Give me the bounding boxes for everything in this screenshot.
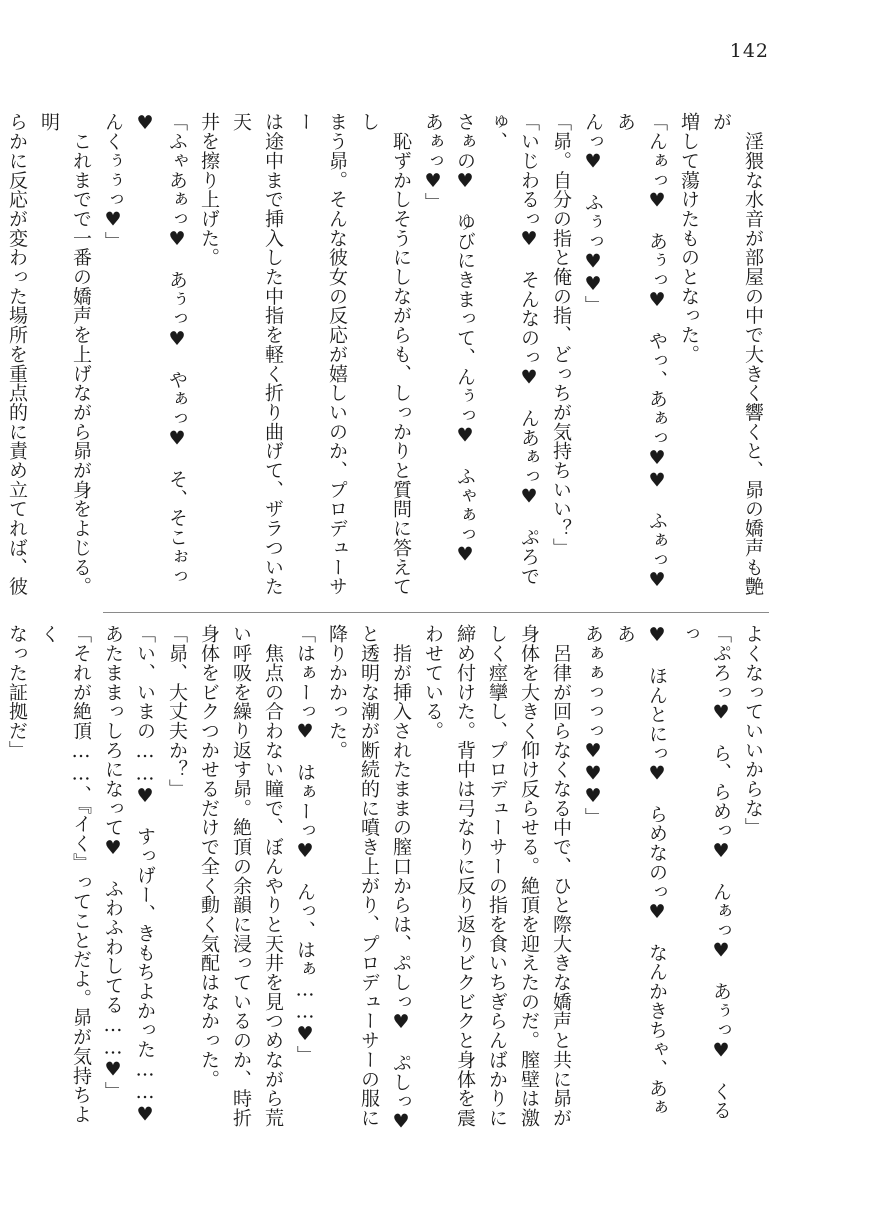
text-line: 指が挿入されたままの膣口からは、ぷしっ♥ ぷしっ♥ (390, 624, 412, 1134)
text-line: まう昴。そんな彼女の反応が嬉しいのか、プロデューサー (294, 112, 348, 596)
text-line: あたままっしろになって♥ ふわふわしてる……♥」 (102, 624, 124, 1101)
lower-vertical-text (6, 624, 769, 1134)
text-line: は途中まで挿入した中指を軽く折り曲げて、ザラついた天 (230, 112, 284, 596)
text-line: よくなっていいからな」 (742, 624, 764, 837)
text-line: あぁっ♥」 (422, 112, 444, 212)
section-divider (103, 612, 769, 613)
page-number: 142 (729, 40, 769, 62)
text-line: さぁの♥ ゆびにきまって、んぅっ♥ ふゃぁっ♥ (454, 112, 476, 567)
text-line: 身体をビクつかせるだけで全く動く気配はなかった。 (198, 624, 220, 1089)
text-line: 「い、いまの……♥ すっげー、きもちよかった……♥ (134, 624, 156, 1126)
text-line: んっ♥ ふぅっ♥♥」 (582, 112, 604, 315)
text-line: 「んぁっ♥ あぅっ♥ やっ、あぁっ♥♥ ふぁっ♥ あ (614, 112, 668, 611)
text-line: と透明な潮が断続的に噴き上がり、プロデューサーの服に (358, 624, 380, 1128)
text-line: い呼吸を繰り返す昴。絶頂の余韻に浸っているのか、時折 (230, 624, 252, 1128)
text-line: 身体を大きく仰け反らせる。絶頂を迎えたのだ。膣壁は激 (518, 624, 540, 1128)
text-line: 「昴。自分の指と俺の指、どっちが気持ちいい？」 (550, 112, 572, 558)
text-line: 井を擦り上げた。 (198, 112, 220, 267)
text-line: 「昴、大丈夫か？」 (166, 624, 188, 799)
text-line: 焦点の合わない瞳で、ぼんやりと天井を見つめながら荒 (262, 624, 284, 1128)
text-line: 淫猥な水音が部屋の中で大きく響くと、昴の嬌声も艶が (710, 112, 764, 596)
text-line: しく痙攣し、プロデューサーの指を食いちぎらんばかりに (486, 624, 508, 1128)
text-line: あぁぁっっっ♥♥♥」 (582, 624, 604, 827)
text-line: んくぅぅっ♥」 (102, 112, 124, 251)
text-line: わせている。 (422, 624, 444, 741)
text-line: 「いじわるっ♥ そんなのっ♥ んあぁっ♥ ぷろでゅ、 (486, 112, 540, 586)
text-line: 締め付けた。背中は弓なりに反り返りビクビクと身体を震 (454, 624, 476, 1128)
upper-text-block (6, 112, 769, 611)
text-line: らかに反応が変わった場所を重点的に責め立てれば、彼 (6, 112, 28, 596)
text-line: 増して蕩けたものとなった。 (678, 112, 700, 364)
text-line: 恥ずかしそうにしながらも、しっかりと質問に答えてし (358, 112, 412, 596)
text-line: 「はぁーっ♥ はぁーっ♥ んっ、はぁ……♥」 (294, 624, 316, 1065)
text-line: これまでで一番の嬌声を上げながら昴が身をよじる。明 (38, 112, 92, 596)
text-line: 降りかかった。 (326, 624, 348, 760)
text-line: 「ふゃあぁっ♥ あぅっ♥ やぁっ♥ そ、そこぉっ♥ (134, 112, 188, 586)
text-line: 呂律が回らなくなる中で、ひと際大きな嬌声と共に昴が (550, 624, 572, 1128)
lower-text-block (6, 624, 769, 1134)
text-line: ♥ ほんとにっ♥ らめなのっ♥ なんかきちゃ、あぁあ (614, 624, 668, 1117)
upper-vertical-text (6, 112, 769, 611)
text-line: なった証拠だ」 (6, 624, 28, 760)
text-line: 「それが絶頂……、『イく』ってことだよ。昴が気持ちよく (38, 624, 92, 1124)
text-line: 「ぷろっ♥ ら、らめっ♥ んぁっ♥ あぅっ♥ くるっ (678, 624, 732, 1120)
